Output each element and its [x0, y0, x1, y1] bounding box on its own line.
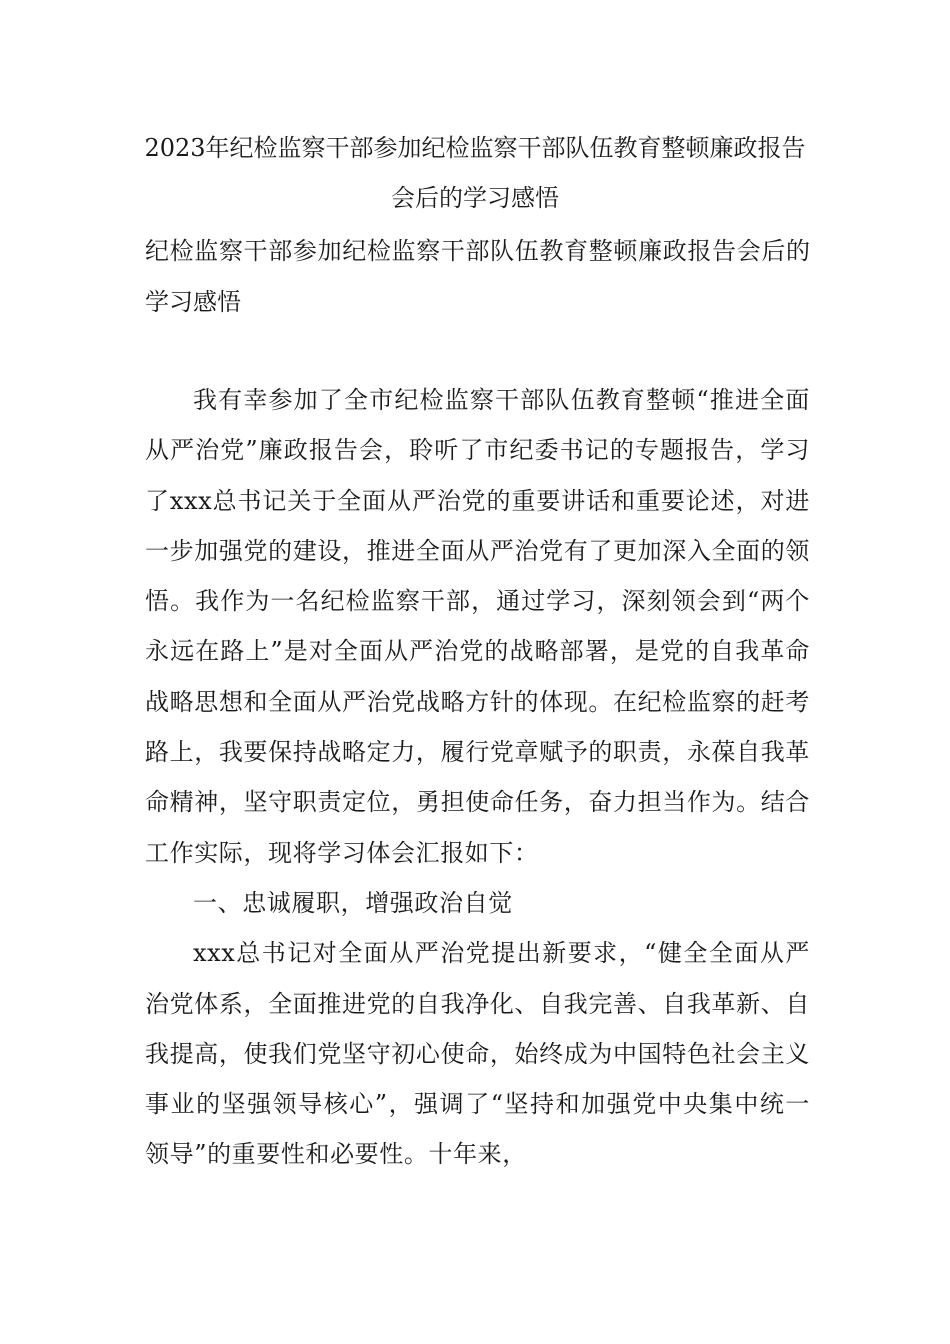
- section-heading-1: 一、忠诚履职，增强政治自觉: [193, 888, 513, 917]
- document-subtitle: 纪检监察干部参加纪检监察干部队伍教育整顿廉政报告会后的学习感悟: [145, 237, 810, 316]
- document-body: [145, 375, 810, 1180]
- paragraph-section-1: xxx总书记对全面从严治党提出新要求，“健全全面从严治党体系，全面推进党的自我净化、自我完善、自我革新、自我提高，使我们党坚守初心使命，始终成为中国特色社会主义事业的坚强领导核心”，强调了“坚持和加强党中央集中统一领导”的重要性和必要性。十年来，: [145, 939, 810, 1169]
- document-title: 2023年纪检监察干部参加纪检监察干部队伍教育整顿廉政报告会后的学习感悟: [144, 134, 806, 212]
- paragraph-intro: 我有幸参加了全市纪检监察干部队伍教育整顿“推进全面从严治党”廉政报告会，聆听了市纪委书记的专题报告，学习了xxx总书记关于全面从严治党的重要讲话和重要论述，对进一步加强党的建设，推进全面从严治党有了更加深入全面的领悟。我作为一名纪检监察干部，通过学习，深刻领会到“两个永远在路上”是对全面从严治党的战略部署，是党的自我革命战略思想和全面从严治党战略方针的体现。在纪检监察的赶考路上，我要保持战略定力，履行党章赋予的职责，永葆自我革命精神，坚守职责定位，勇担使命任务，奋力担当作为。结合工作实际，现将学习体会汇报如下：: [145, 386, 810, 867]
